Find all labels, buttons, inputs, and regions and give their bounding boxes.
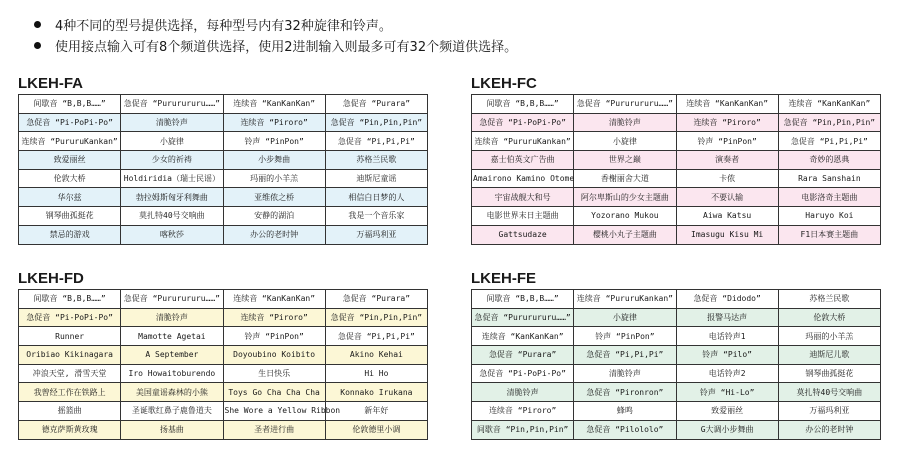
table-cell: 钢琴曲孤挺花 [19, 207, 121, 226]
table-cell: 冲浪天堂, 滑雪天堂 [19, 364, 121, 383]
table-cell: 急促音 “Didodo” [676, 290, 778, 309]
table-cell: 伦敦大桥 [778, 308, 880, 327]
table-cell: 急促音 “Pin,Pin,Pin” [325, 113, 427, 132]
melody-table [18, 289, 428, 440]
model-section-lkeh-fa [18, 75, 428, 245]
table-cell: 急促音 “Purara” [472, 346, 574, 365]
table-cell: 急促音 “Pi,Pi,Pi” [325, 327, 427, 346]
model-title: LKEH-FD [18, 270, 84, 287]
table-row [472, 113, 881, 132]
table-cell: 连续音 “PururuKankan” [472, 132, 574, 151]
table-cell: 急促音 “Pi-PoPi-Po” [472, 113, 574, 132]
table-cell: 小旋律 [121, 132, 223, 151]
table-cell: 阿尔卑斯山的少女主题曲 [574, 188, 676, 207]
table-cell: 连续音 “KanKanKan” [676, 95, 778, 114]
table-row [19, 327, 428, 346]
table-cell: 办公的老时钟 [223, 225, 325, 244]
table-cell: 世界之巅 [574, 151, 676, 170]
table-cell: Holdiridia（瑞士民谣） [121, 169, 223, 188]
table-cell: A September [121, 346, 223, 365]
table-cell: 清脆铃声 [121, 113, 223, 132]
table-cell: 小旋律 [574, 132, 676, 151]
table-cell: 钢琴曲孤挺花 [778, 364, 880, 383]
model-title: LKEH-FC [471, 75, 537, 92]
table-cell: 急促音 “Purara” [325, 95, 427, 114]
table-cell: 铃声 “PinPon” [223, 132, 325, 151]
table-cell: 报警马达声 [676, 308, 778, 327]
table-row [19, 207, 428, 226]
table-cell: 玛丽的小羊羔 [223, 169, 325, 188]
table-cell: 新年好 [325, 402, 427, 421]
table-cell: Runner [19, 327, 121, 346]
table-cell: 急促音 “Pin,Pin,Pin” [325, 308, 427, 327]
table-cell: 万福玛利亚 [325, 225, 427, 244]
table-cell: 急促音 “Purara” [325, 290, 427, 309]
table-cell: 安静的湖泊 [223, 207, 325, 226]
table-cell: 电话铃声2 [676, 364, 778, 383]
table-cell: 连续音 “KanKanKan” [472, 327, 574, 346]
table-cell: 铃声 “Hi-Lo” [676, 383, 778, 402]
table-row [19, 188, 428, 207]
table-row [472, 364, 881, 383]
table-cell: 小步舞曲 [223, 151, 325, 170]
model-section-lkeh-fd [18, 270, 428, 440]
table-cell: Iro Howaitoburendo [121, 364, 223, 383]
model-title: LKEH-FE [471, 270, 536, 287]
table-cell: 卡侬 [676, 169, 778, 188]
table-cell: She Wore a Yellow Ribbon [223, 402, 325, 421]
table-row [472, 402, 881, 421]
table-cell: 铃声 “Pilo” [676, 346, 778, 365]
table-row [19, 151, 428, 170]
table-cell: 急促音 “Pururururu……” [121, 95, 223, 114]
table-cell: 连续音 “KanKanKan” [223, 95, 325, 114]
bullet-item [34, 14, 517, 35]
table-cell: 连续音 “Piroro” [472, 402, 574, 421]
table-cell: 苏格兰民歌 [778, 290, 880, 309]
table-row [472, 346, 881, 365]
table-row [472, 207, 881, 226]
table-cell: 铃声 “PinPon” [223, 327, 325, 346]
table-cell: 莫扎特40号交响曲 [778, 383, 880, 402]
table-cell: 急促音 “Pururururu……” [574, 95, 676, 114]
table-row [472, 225, 881, 244]
table-cell: 我是一个音乐家 [325, 207, 427, 226]
table-cell: 急促音 “Pi-PoPi-Po” [472, 364, 574, 383]
table-cell: Hi Ho [325, 364, 427, 383]
table-row [472, 151, 881, 170]
table-row [19, 113, 428, 132]
table-cell: Mamotte Agetai [121, 327, 223, 346]
table-cell: 樱桃小丸子主题曲 [574, 225, 676, 244]
table-row [19, 383, 428, 402]
table-cell: 致爱丽丝 [676, 402, 778, 421]
table-cell: 连续音 “PururuKankan” [19, 132, 121, 151]
table-cell: 急促音 “Pururururu……” [472, 308, 574, 327]
table-cell: 万福玛利亚 [778, 402, 880, 421]
table-cell: 急促音 “Pilololo” [574, 420, 676, 439]
table-cell: 清脆铃声 [574, 364, 676, 383]
bullet-text: 4种不同的型号提供选择，每种型号内有32种旋律和铃声。 [55, 19, 392, 34]
table-cell: 致爱丽丝 [19, 151, 121, 170]
table-cell: G大调小步舞曲 [676, 420, 778, 439]
table-cell: 急促音 “Pi,Pi,Pi” [325, 132, 427, 151]
table-cell: 连续音 “Piroro” [223, 113, 325, 132]
table-row [472, 132, 881, 151]
table-cell: Rara Sanshain [778, 169, 880, 188]
table-cell: 德克萨斯黄玫瑰 [19, 420, 121, 439]
table-cell: 宇宙战舰大和号 [472, 188, 574, 207]
table-cell: Akino Kehai [325, 346, 427, 365]
table-row [472, 290, 881, 309]
table-cell: 亚维侬之桥 [223, 188, 325, 207]
table-cell: 办公的老时钟 [778, 420, 880, 439]
table-row [472, 383, 881, 402]
table-cell: 香榭丽舍大道 [574, 169, 676, 188]
table-cell: 相信白日梦的人 [325, 188, 427, 207]
table-cell: Doyoubino Koibito [223, 346, 325, 365]
table-cell: 清脆铃声 [472, 383, 574, 402]
bullet-text: 使用接点输入可有8个频道供选择，使用2进制输入则最多可有32个频道供选择。 [55, 40, 518, 55]
table-cell: 我曾经工作在铁路上 [19, 383, 121, 402]
table-cell: Aiwa Katsu [676, 207, 778, 226]
melody-table [471, 94, 881, 245]
table-cell: Gattsudaze [472, 225, 574, 244]
table-cell: Haruyo Koi [778, 207, 880, 226]
table-row [19, 169, 428, 188]
table-cell: F1日本赛主题曲 [778, 225, 880, 244]
model-section-lkeh-fe [471, 270, 881, 440]
table-cell: 连续音 “KanKanKan” [778, 95, 880, 114]
table-cell: 玛丽的小羊羔 [778, 327, 880, 346]
table-cell: 急促音 “Pin,Pin,Pin” [778, 113, 880, 132]
table-cell: 演奏者 [676, 151, 778, 170]
bullet-dot-icon [34, 21, 41, 28]
table-cell: 连续音 “KanKanKan” [223, 290, 325, 309]
table-cell: 电话铃声1 [676, 327, 778, 346]
table-cell: 急促音 “Pi,Pi,Pi” [574, 346, 676, 365]
table-cell: 电影洛奇主题曲 [778, 188, 880, 207]
table-cell: Oribiao Kikinagara [19, 346, 121, 365]
table-cell: 间歇音 “B,B,B……” [472, 290, 574, 309]
table-cell: Yozorano Mukou [574, 207, 676, 226]
table-row [19, 132, 428, 151]
table-cell: 急促音 “Pironron” [574, 383, 676, 402]
table-cell: 禁忌的游戏 [19, 225, 121, 244]
table-cell: 清脆铃声 [574, 113, 676, 132]
melody-table [471, 289, 881, 440]
table-row [472, 188, 881, 207]
table-row [472, 420, 881, 439]
table-cell: 伦敦大桥 [19, 169, 121, 188]
table-cell: 嘉士伯英文广告曲 [472, 151, 574, 170]
table-cell: 扬基曲 [121, 420, 223, 439]
table-row [19, 290, 428, 309]
table-cell: 急促音 “Pururururu……” [121, 290, 223, 309]
table-cell: 生日快乐 [223, 364, 325, 383]
table-row [472, 308, 881, 327]
table-row [19, 420, 428, 439]
table-cell: 小旋律 [574, 308, 676, 327]
table-cell: 圣诞歌红鼻子鹿鲁道夫 [121, 402, 223, 421]
table-cell: 伦敦德里小调 [325, 420, 427, 439]
table-cell: 清脆铃声 [121, 308, 223, 327]
table-cell: Imasugu Kisu Mi [676, 225, 778, 244]
table-row [19, 225, 428, 244]
feature-bullets [34, 14, 517, 56]
table-cell: 莫扎特40号交响曲 [121, 207, 223, 226]
table-cell: Konnako Irukana [325, 383, 427, 402]
table-cell: 急促音 “Pi-PoPi-Po” [19, 113, 121, 132]
table-cell: 连续音 “PururuKankan” [574, 290, 676, 309]
table-cell: 不要认输 [676, 188, 778, 207]
table-cell: 铃声 “PinPon” [574, 327, 676, 346]
table-cell: 连续音 “Piroro” [676, 113, 778, 132]
table-cell: 蜂鸣 [574, 402, 676, 421]
table-row [19, 308, 428, 327]
table-row [19, 402, 428, 421]
table-cell: 少女的祈祷 [121, 151, 223, 170]
model-section-lkeh-fc [471, 75, 881, 245]
table-row [19, 364, 428, 383]
table-cell: 摇篮曲 [19, 402, 121, 421]
table-cell: 电影世界末日主题曲 [472, 207, 574, 226]
table-row [19, 95, 428, 114]
model-title: LKEH-FA [18, 75, 83, 92]
bullet-item [34, 35, 517, 56]
table-cell: 间歇音 “B,B,B……” [19, 290, 121, 309]
table-cell: 间歇音 “B,B,B……” [19, 95, 121, 114]
table-cell: 华尔兹 [19, 188, 121, 207]
table-cell: Amairono Kamino Otome [472, 169, 574, 188]
table-cell: 迪斯尼儿歌 [778, 346, 880, 365]
table-cell: 勃拉姆斯匈牙利舞曲 [121, 188, 223, 207]
bullet-dot-icon [34, 42, 41, 49]
table-cell: 急促音 “Pi-PoPi-Po” [19, 308, 121, 327]
table-cell: 急促音 “Pi,Pi,Pi” [778, 132, 880, 151]
table-cell: 间歇音 “Pin,Pin,Pin” [472, 420, 574, 439]
table-row [19, 346, 428, 365]
table-cell: 圣者进行曲 [223, 420, 325, 439]
table-row [472, 169, 881, 188]
table-row [472, 95, 881, 114]
table-cell: 喀秋莎 [121, 225, 223, 244]
table-cell: 苏格兰民歌 [325, 151, 427, 170]
table-cell: 迪斯尼童谣 [325, 169, 427, 188]
table-row [472, 327, 881, 346]
table-cell: 铃声 “PinPon” [676, 132, 778, 151]
table-cell: 美国童谣森林的小熊 [121, 383, 223, 402]
table-cell: 奇妙的恩典 [778, 151, 880, 170]
table-cell: 间歇音 “B,B,B……” [472, 95, 574, 114]
table-cell: Toys Go Cha Cha Cha [223, 383, 325, 402]
melody-table [18, 94, 428, 245]
table-cell: 连续音 “Piroro” [223, 308, 325, 327]
